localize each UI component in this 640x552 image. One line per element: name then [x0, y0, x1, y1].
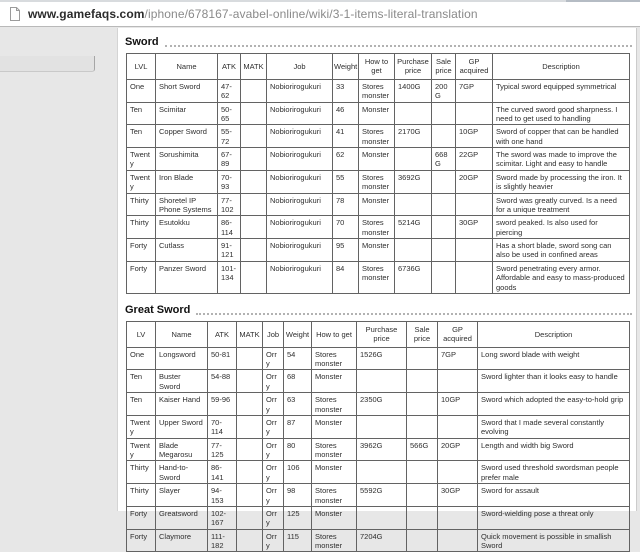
table-cell [241, 193, 267, 216]
table-cell: Stores monster [359, 79, 395, 102]
table-cell: 22GP [456, 148, 493, 171]
table-header-row [127, 321, 630, 347]
dotted-rule [196, 313, 632, 315]
table-cell: Quick movement is possible in smallish Sword [478, 529, 630, 552]
table-cell: 63 [284, 393, 312, 416]
table-cell: Stores monster [312, 484, 357, 507]
table-cell [357, 370, 407, 393]
section-header-sword [125, 36, 632, 49]
table-cell [438, 461, 478, 484]
table-cell [241, 216, 267, 239]
table-cell: Cutlass [156, 239, 218, 262]
table-cell: 54 [284, 347, 312, 370]
column-header: Weight [333, 54, 359, 80]
table-cell: 125 [284, 506, 312, 529]
browser-url-bar[interactable] [0, 2, 640, 27]
table-cell [241, 170, 267, 193]
table-cell [237, 370, 263, 393]
table-cell: Twenty [127, 170, 156, 193]
table-cell: Sword that I made several constantly evolving [478, 415, 630, 438]
table-cell: Esutokku [156, 216, 218, 239]
table-cell: Thirty [127, 193, 156, 216]
table-cell: Ten [127, 393, 156, 416]
table-cell: 46 [333, 102, 359, 125]
url-text[interactable] [28, 7, 478, 21]
column-header: GP acquired [456, 54, 493, 80]
column-header: Purchase price [357, 321, 407, 347]
table-row [127, 239, 630, 262]
table-cell: Iron Blade [156, 170, 218, 193]
table-cell: Sword used threshold swordsman people prefer male [478, 461, 630, 484]
table-cell: 87 [284, 415, 312, 438]
column-header: Sale price [432, 54, 456, 80]
table-row [127, 102, 630, 125]
table-row [127, 170, 630, 193]
table-cell: 1400G [395, 79, 432, 102]
table-cell [456, 102, 493, 125]
table-cell: 62 [333, 148, 359, 171]
table-cell [407, 529, 438, 552]
table-cell: Sorushimita [156, 148, 218, 171]
table-cell: Monster [359, 193, 395, 216]
table-cell: Nobiorirogukuri [267, 148, 333, 171]
table-cell: 68 [284, 370, 312, 393]
table-cell: One [127, 79, 156, 102]
table-cell [357, 506, 407, 529]
table-cell: sword peaked. Is also used for piercing [493, 216, 630, 239]
column-header: GP acquired [438, 321, 478, 347]
table-cell: Thirty [127, 461, 156, 484]
table-cell: Orry [263, 393, 284, 416]
table-cell: Stores monster [359, 261, 395, 293]
table-cell: 70-93 [218, 170, 241, 193]
table-cell [241, 148, 267, 171]
table-cell: 67-89 [218, 148, 241, 171]
table-cell [407, 484, 438, 507]
table-cell [241, 239, 267, 262]
table-cell [241, 261, 267, 293]
table-cell: 2170G [395, 125, 432, 148]
table-cell: 33 [333, 79, 359, 102]
table-cell [438, 506, 478, 529]
table-cell: Sword was greatly curved. Is a need for a unique treatment [493, 193, 630, 216]
table-row [127, 193, 630, 216]
table-row [127, 370, 630, 393]
table-cell [432, 216, 456, 239]
great-sword-items-table [126, 321, 630, 552]
column-header: MATK [241, 54, 267, 80]
table-cell: Twenty [127, 415, 156, 438]
table-cell: Longsword [156, 347, 208, 370]
table-cell [357, 415, 407, 438]
table-cell: Twenty [127, 438, 156, 461]
table-cell: Hand-to-Sword [156, 461, 208, 484]
table-cell: Stores monster [359, 216, 395, 239]
table-cell: Thirty [127, 484, 156, 507]
column-header: MATK [237, 321, 263, 347]
table-cell [407, 347, 438, 370]
table-cell: Orry [263, 415, 284, 438]
table-cell: Orry [263, 529, 284, 552]
table-cell [432, 193, 456, 216]
table-cell [395, 239, 432, 262]
table-cell: Ten [127, 370, 156, 393]
table-cell: 30GP [456, 216, 493, 239]
column-header: LV [127, 321, 156, 347]
column-header: LVL [127, 54, 156, 80]
table-cell: 10GP [438, 393, 478, 416]
table-cell: Sword lighter than it looks easy to handle [478, 370, 630, 393]
table-cell: Monster [312, 461, 357, 484]
table-cell: Nobiorirogukuri [267, 239, 333, 262]
url-host: www.gamefaqs.com [28, 7, 145, 21]
table-cell: Buster Sword [156, 370, 208, 393]
page-document-icon [9, 7, 21, 21]
table-cell: 77-125 [208, 438, 237, 461]
dotted-rule [165, 45, 632, 47]
table-cell: Nobiorirogukuri [267, 193, 333, 216]
table-cell: 101-134 [218, 261, 241, 293]
table-cell: 86-141 [208, 461, 237, 484]
table-cell: Monster [359, 148, 395, 171]
table-cell: Stores monster [312, 347, 357, 370]
table-cell [456, 193, 493, 216]
table-cell: Kaiser Hand [156, 393, 208, 416]
table-cell: Slayer [156, 484, 208, 507]
column-header: Job [267, 54, 333, 80]
column-header: Name [156, 321, 208, 347]
table-cell: 95 [333, 239, 359, 262]
table-row [127, 461, 630, 484]
table-cell: Sword which adopted the easy-to-hold grip [478, 393, 630, 416]
table-cell: 2350G [357, 393, 407, 416]
table-cell: Orry [263, 484, 284, 507]
table-cell: Length and width big Sword [478, 438, 630, 461]
table-cell: Forty [127, 239, 156, 262]
column-header: ATK [218, 54, 241, 80]
table-cell: Orry [263, 438, 284, 461]
table-cell: Scimitar [156, 102, 218, 125]
table-cell: 84 [333, 261, 359, 293]
table-cell [241, 125, 267, 148]
table-cell [407, 506, 438, 529]
table-cell: 7GP [438, 347, 478, 370]
table-cell [357, 461, 407, 484]
table-cell [432, 102, 456, 125]
table-cell: 106 [284, 461, 312, 484]
table-cell [432, 170, 456, 193]
table-row [127, 415, 630, 438]
table-row [127, 484, 630, 507]
table-cell: 668G [432, 148, 456, 171]
table-cell: Orry [263, 370, 284, 393]
table-cell: 50-65 [218, 102, 241, 125]
table-cell: Monster [359, 102, 395, 125]
table-cell: Upper Sword [156, 415, 208, 438]
table-cell [456, 261, 493, 293]
table-cell: 566G [407, 438, 438, 461]
table-cell [407, 370, 438, 393]
table-row [127, 125, 630, 148]
table-cell: Sword penetrating every armor. Affordable and easy to mass-produced goods [493, 261, 630, 293]
browser-status-bubble [0, 56, 95, 72]
table-cell [237, 506, 263, 529]
column-header: Sale price [407, 321, 438, 347]
table-cell: 1526G [357, 347, 407, 370]
table-cell: Twenty [127, 148, 156, 171]
table-cell [407, 461, 438, 484]
table-row [127, 529, 630, 552]
table-cell: Forty [127, 506, 156, 529]
table-cell [241, 79, 267, 102]
table-cell: 70 [333, 216, 359, 239]
table-cell: 80 [284, 438, 312, 461]
table-row [127, 216, 630, 239]
table-row [127, 261, 630, 293]
table-cell: 7204G [357, 529, 407, 552]
table-cell [432, 239, 456, 262]
table-cell: The sword was made to improve the scimitar. Light and easy to handle [493, 148, 630, 171]
table-cell: Typical sword equipped symmetrical [493, 79, 630, 102]
table-cell: Greatsword [156, 506, 208, 529]
column-header: How to get [312, 321, 357, 347]
page-background [0, 28, 640, 550]
table-cell [438, 529, 478, 552]
table-cell: Claymore [156, 529, 208, 552]
table-cell [407, 393, 438, 416]
table-cell: 47-62 [218, 79, 241, 102]
table-cell: 200G [432, 79, 456, 102]
section-header-great-sword [125, 304, 632, 317]
table-cell: Sword of copper that can be handled with one hand [493, 125, 630, 148]
table-cell: 78 [333, 193, 359, 216]
table-cell: Ten [127, 125, 156, 148]
table-cell: 70-114 [208, 415, 237, 438]
table-cell: 20GP [438, 438, 478, 461]
table-cell: 6736G [395, 261, 432, 293]
table-cell [237, 347, 263, 370]
table-cell: 10GP [456, 125, 493, 148]
table-cell [237, 484, 263, 507]
table-cell: Sword for assault [478, 484, 630, 507]
sword-items-table [126, 53, 630, 294]
column-header: Description [478, 321, 630, 347]
table-cell [395, 193, 432, 216]
table-cell [237, 529, 263, 552]
table-cell: Sword made by processing the iron. It is slightly heavier [493, 170, 630, 193]
table-cell: 30GP [438, 484, 478, 507]
table-cell: 55-72 [218, 125, 241, 148]
table-cell: Stores monster [312, 438, 357, 461]
table-cell: Short Sword [156, 79, 218, 102]
table-cell: Stores monster [312, 529, 357, 552]
table-row [127, 438, 630, 461]
table-cell: Ten [127, 102, 156, 125]
table-cell [432, 125, 456, 148]
table-cell: 20GP [456, 170, 493, 193]
table-cell: Shoretel IP Phone Systems [156, 193, 218, 216]
table-cell: One [127, 347, 156, 370]
table-cell: Long sword blade with weight [478, 347, 630, 370]
table-cell [407, 415, 438, 438]
table-row [127, 393, 630, 416]
table-cell: Panzer Sword [156, 261, 218, 293]
wiki-content-panel [117, 28, 637, 550]
table-cell: Stores monster [359, 125, 395, 148]
table-cell: 41 [333, 125, 359, 148]
table-cell: Thirty [127, 216, 156, 239]
table-cell: 86-114 [218, 216, 241, 239]
column-header: Job [263, 321, 284, 347]
column-header: Description [493, 54, 630, 80]
table-cell: Orry [263, 506, 284, 529]
column-header: Purchase price [395, 54, 432, 80]
table-cell: Has a short blade, sword song can also be used in confined areas [493, 239, 630, 262]
column-header: ATK [208, 321, 237, 347]
table-cell: Stores monster [359, 170, 395, 193]
table-cell: Stores monster [312, 393, 357, 416]
table-cell: Nobiorirogukuri [267, 216, 333, 239]
table-row [127, 347, 630, 370]
table-cell: Nobiorirogukuri [267, 125, 333, 148]
table-cell: 54-88 [208, 370, 237, 393]
table-cell [438, 415, 478, 438]
table-cell: Nobiorirogukuri [267, 102, 333, 125]
table-cell: Orry [263, 347, 284, 370]
table-cell: 111-182 [208, 529, 237, 552]
table-cell [237, 415, 263, 438]
table-cell: Nobiorirogukuri [267, 170, 333, 193]
table-cell: 91-121 [218, 239, 241, 262]
url-path: /iphone/678167-avabel-online/wiki/3-1-items-literal-translation [144, 7, 478, 21]
table-cell: 77-102 [218, 193, 241, 216]
table-cell: 59-96 [208, 393, 237, 416]
table-cell: 115 [284, 529, 312, 552]
table-cell: Orry [263, 461, 284, 484]
table-cell [237, 438, 263, 461]
table-cell: Monster [312, 370, 357, 393]
table-cell: Forty [127, 261, 156, 293]
table-cell: Monster [312, 506, 357, 529]
table-cell: 5214G [395, 216, 432, 239]
table-cell: 98 [284, 484, 312, 507]
table-cell: 5592G [357, 484, 407, 507]
table-cell: The curved sword good sharpness. I need to get used to handling [493, 102, 630, 125]
table-header-row [127, 54, 630, 80]
table-cell: Copper Sword [156, 125, 218, 148]
table-row [127, 506, 630, 529]
table-cell [438, 370, 478, 393]
section-title: Sword [125, 36, 159, 48]
table-cell: Nobiorirogukuri [267, 261, 333, 293]
table-cell: Monster [312, 415, 357, 438]
section-title: Great Sword [125, 303, 191, 316]
column-header: Name [156, 54, 218, 80]
table-cell: 7GP [456, 79, 493, 102]
table-cell: 50-81 [208, 347, 237, 370]
table-cell [395, 102, 432, 125]
table-cell: Forty [127, 529, 156, 552]
table-cell [432, 261, 456, 293]
table-cell: 102-167 [208, 506, 237, 529]
table-cell [241, 102, 267, 125]
table-cell [456, 239, 493, 262]
table-cell: 94-153 [208, 484, 237, 507]
table-cell: 3962G [357, 438, 407, 461]
column-header: Weight [284, 321, 312, 347]
table-row [127, 79, 630, 102]
table-cell: Blade Megarosu [156, 438, 208, 461]
table-cell: Sword-wielding pose a threat only [478, 506, 630, 529]
column-header: How to get [359, 54, 395, 80]
table-row [127, 148, 630, 171]
table-cell: 3692G [395, 170, 432, 193]
table-cell: 55 [333, 170, 359, 193]
table-cell: Nobiorirogukuri [267, 79, 333, 102]
table-cell [237, 461, 263, 484]
table-cell [237, 393, 263, 416]
table-cell [395, 148, 432, 171]
table-cell: Monster [359, 239, 395, 262]
